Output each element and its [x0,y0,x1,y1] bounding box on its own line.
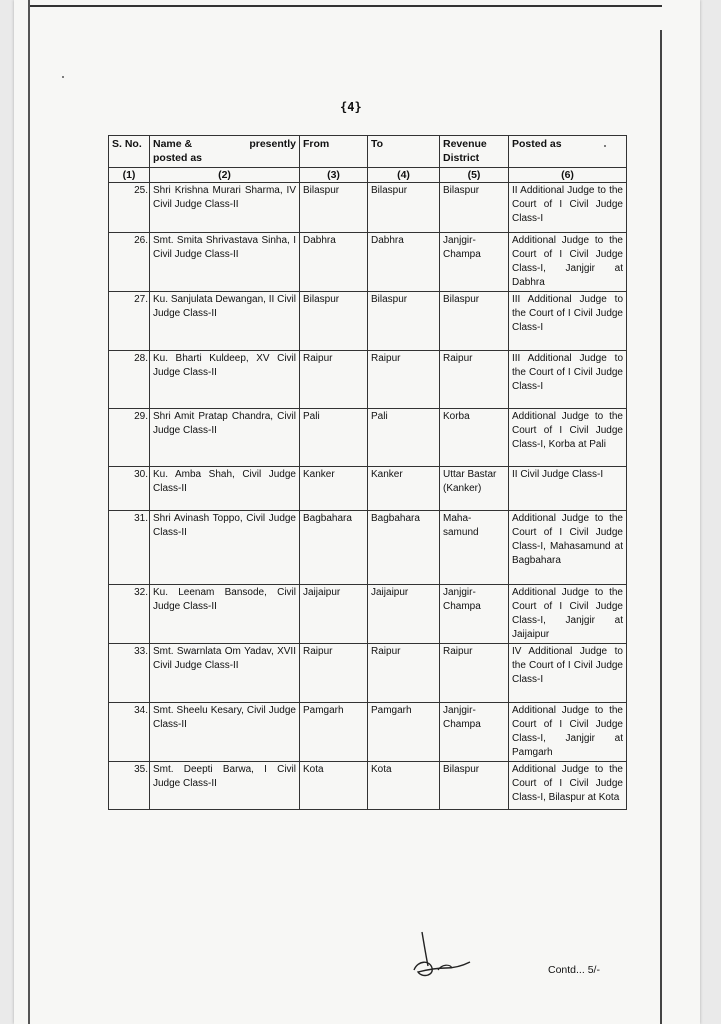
cell-sno: 26. [109,233,150,292]
cell-from: Kota [300,762,368,810]
header-to: To [368,136,440,168]
cell-posted: II Civil Judge Class-I [509,467,627,511]
table-header-row [109,136,627,168]
cell-name: Ku. Leenam Bansode, Civil Judge Class-II [150,585,300,644]
cell-to: Bilaspur [368,183,440,233]
signature-mark [408,930,478,980]
cell-to: Raipur [368,644,440,703]
cell-district: Bilaspur [440,292,509,351]
header-from: From [300,136,368,168]
column-number-row [109,168,627,183]
cell-name: Smt. Sheelu Kesary, Civil Judge Class-II [150,703,300,762]
cell-district: Raipur [440,644,509,703]
header-name-part: posted as [153,152,203,164]
cell-district: Uttar Bastar (Kanker) [440,467,509,511]
cell-posted: III Additional Judge to the Court of I Civil Judge Class-I [509,292,627,351]
cell-posted: Additional Judge to the Court of I Civil Judge Class-I, Janjgir at Jaijaipur [509,585,627,644]
cell-from: Pamgarh [300,703,368,762]
table-row [109,762,627,810]
postings-table [108,135,627,810]
cell-district: Bilaspur [440,183,509,233]
cell-sno: 33. [109,644,150,703]
cell-from: Jaijaipur [300,585,368,644]
cell-to: Jaijaipur [368,585,440,644]
cell-name: Smt. Swarnlata Om Yadav, XVII Civil Judge Class-II [150,644,300,703]
column-number: (3) [300,168,368,183]
table-row [109,409,627,467]
cell-to: Pali [368,409,440,467]
cell-from: Raipur [300,644,368,703]
column-number: (5) [440,168,509,183]
table-row [109,351,627,409]
column-number: (4) [368,168,440,183]
header-sno: S. No. [109,136,150,168]
page-number: {4} [340,100,362,114]
cell-posted: Additional Judge to the Court of I Civil Judge Class-I, Korba at Pali [509,409,627,467]
cell-posted: III Additional Judge to the Court of I Civil Judge Class-I [509,351,627,409]
cell-district: Janjgir-Champa [440,233,509,292]
cell-name: Smt. Deepti Barwa, I Civil Judge Class-II [150,762,300,810]
cell-sno: 35. [109,762,150,810]
cell-name: Shri Krishna Murari Sharma, IV Civil Judge Class-II [150,183,300,233]
cell-posted: IV Additional Judge to the Court of I Civil Judge Class-I [509,644,627,703]
table-row [109,183,627,233]
cell-from: Dabhra [300,233,368,292]
cell-sno: 31. [109,511,150,585]
cell-posted: Additional Judge to the Court of I Civil Judge Class-I, Janjgir at Dabhra [509,233,627,292]
cell-from: Bilaspur [300,183,368,233]
header-name-part: presently [249,138,296,150]
cell-name: Ku. Amba Shah, Civil Judge Class-II [150,467,300,511]
cell-to: Pamgarh [368,703,440,762]
header-name-part: Name & [153,138,193,150]
cell-sno: 27. [109,292,150,351]
cell-to: Raipur [368,351,440,409]
cell-sno: 25. [109,183,150,233]
header-posted: Posted as [509,136,627,168]
table-row [109,233,627,292]
cell-sno: 34. [109,703,150,762]
header-name [150,136,300,168]
cell-district: Janjgir-Champa [440,703,509,762]
cell-sno: 32. [109,585,150,644]
cell-name: Shri Avinash Toppo, Civil Judge Class-II [150,511,300,585]
page-top-border [30,0,662,7]
cell-sno: 30. [109,467,150,511]
cell-to: Kanker [368,467,440,511]
scan-speck [62,76,64,78]
table-row [109,292,627,351]
table-row [109,467,627,511]
cell-posted: Additional Judge to the Court of I Civil Judge Class-I, Bilaspur at Kota [509,762,627,810]
cell-to: Dabhra [368,233,440,292]
cell-from: Pali [300,409,368,467]
cell-name: Ku. Sanjulata Dewangan, II Civil Judge Class-II [150,292,300,351]
cell-district: Raipur [440,351,509,409]
cell-district: Maha-samund [440,511,509,585]
continued-note: Contd... 5/- [548,964,600,976]
cell-to: Bagbahara [368,511,440,585]
table-row [109,511,627,585]
page-right-border [660,30,662,1024]
cell-to: Bilaspur [368,292,440,351]
cell-to: Kota [368,762,440,810]
column-number: (1) [109,168,150,183]
table-row [109,585,627,644]
cell-district: Korba [440,409,509,467]
table-row [109,644,627,703]
page-left-border [28,0,30,1024]
cell-district: Janjgir-Champa [440,585,509,644]
cell-sno: 29. [109,409,150,467]
cell-from: Bagbahara [300,511,368,585]
cell-posted: II Additional Judge to the Court of I Civil Judge Class-I [509,183,627,233]
column-number: (2) [150,168,300,183]
cell-name: Smt. Smita Shrivastava Sinha, I Civil Judge Class-II [150,233,300,292]
column-number: (6) [509,168,627,183]
cell-from: Bilaspur [300,292,368,351]
cell-from: Kanker [300,467,368,511]
cell-posted: Additional Judge to the Court of I Civil Judge Class-I, Mahasamund at Bagbahara [509,511,627,585]
cell-posted: Additional Judge to the Court of I Civil Judge Class-I, Janjgir at Pamgarh [509,703,627,762]
table-row [109,703,627,762]
header-district: Revenue District [440,136,509,168]
cell-from: Raipur [300,351,368,409]
cell-sno: 28. [109,351,150,409]
cell-district: Bilaspur [440,762,509,810]
cell-name: Ku. Bharti Kuldeep, XV Civil Judge Class-II [150,351,300,409]
cell-name: Shri Amit Pratap Chandra, Civil Judge Class-II [150,409,300,467]
